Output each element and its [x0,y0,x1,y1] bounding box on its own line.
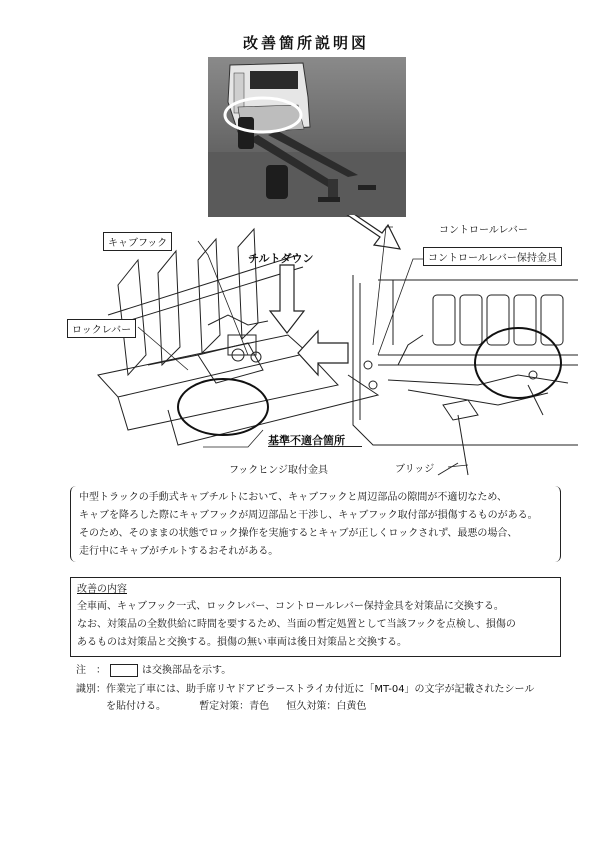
identification-line1: 作業完了車には、助手席リヤドアピラーストライカ付近に「MT-04」の文字が記載されたシール [106,684,535,695]
bridge-label: ブリッジ [395,464,435,475]
identification-label: 識別： [76,684,106,695]
description-line: そのため、そのままの状態でロック操作を実施するとキャブが正しくロックされず、最悪の場合、 [79,528,518,539]
nonconforming-label: 基準不適合箇所 [268,434,345,447]
lock-lever-label: ロックレバー [67,319,136,338]
improvement-box [70,577,561,657]
description-box [70,486,561,562]
temporary-measure-color: 暫定対策：青色 [199,701,270,712]
identification-row-2 [106,699,366,715]
improvement-line: あるものは対策品と交換する。損傷の無い車両は後日対策品と交換する。 [77,637,407,648]
nonconforming-underline [268,446,362,447]
note-text: は交換部品を示す。 [142,665,232,676]
control-lever-bracket-label: コントロールレバー保持金具 [423,247,562,266]
identification-row [76,682,534,698]
page-title: 改善箇所説明図 [242,34,369,52]
improvement-line: 全車両、キャブフック一式、ロックレバー、コントロールレバー保持金具を対策品に交換する。 [77,601,504,612]
note-label: 注 ： [76,665,106,676]
control-lever-label: コントロールレバー [439,225,528,236]
tilt-down-label: チルトダウン [248,252,314,265]
replacement-part-legend-box [110,664,138,677]
hook-hinge-label: フックヒンジ取付金具 [229,465,329,476]
description-line: 中型トラックの手動式キャブチルトにおいて、キャブフックと周辺部品の隙間が不適切なため、 [79,492,507,503]
permanent-measure-color: 恒久対策：白黄色 [286,701,367,712]
improvement-heading: 改善の内容 [77,584,127,595]
note-row [76,663,231,679]
identification-line2: を貼付ける。 [106,701,166,712]
description-line: キャブを降ろした際にキャブフックが周辺部品と干渉し、キャブフック取付部が損傷するものがある。 [79,510,538,521]
improvement-line: なお、対策品の全数供給に時間を要するため、当面の暫定処置として当該フックを点検し、損傷の [77,619,516,630]
description-line: 走行中にキャブがチルトするおそれがある。 [79,546,279,557]
cab-hook-label: キャブフック [103,232,172,251]
truck-photo [208,57,406,217]
